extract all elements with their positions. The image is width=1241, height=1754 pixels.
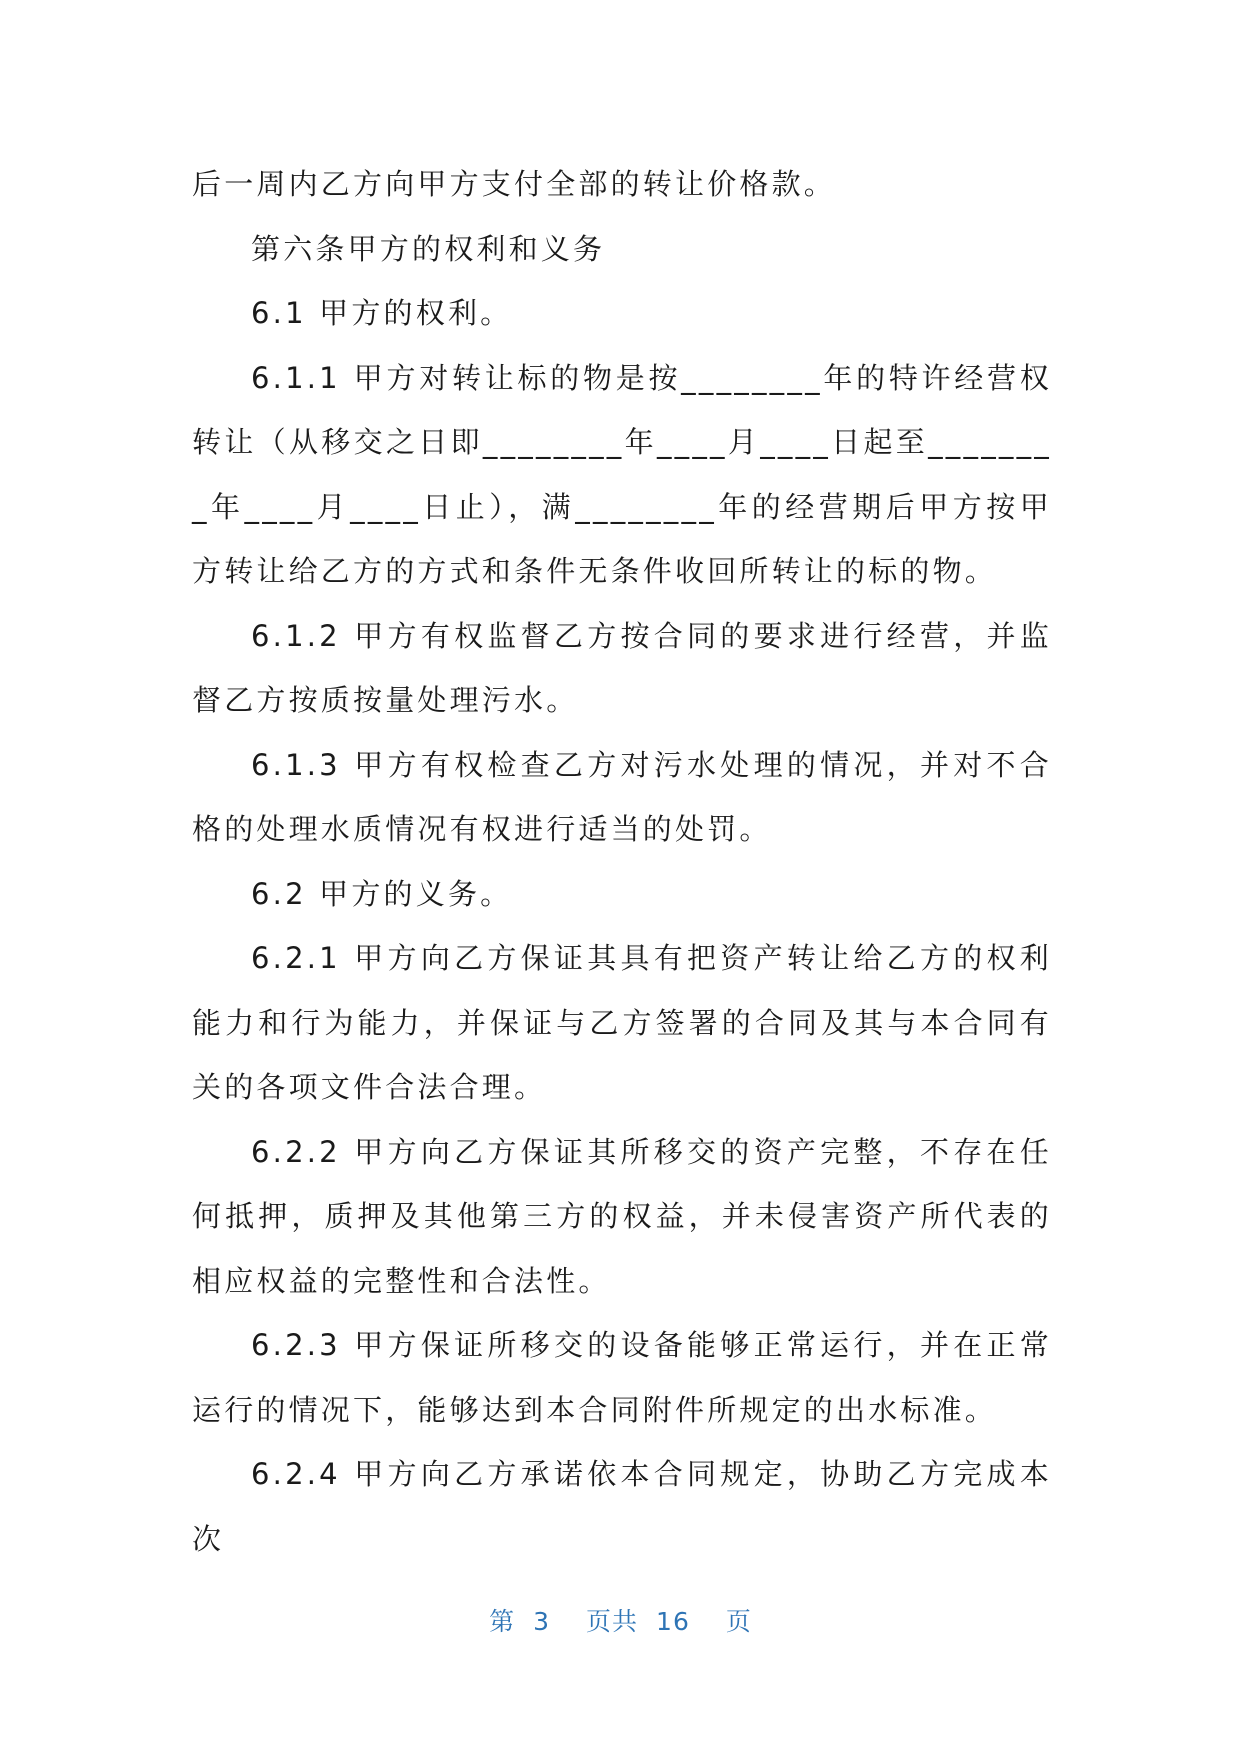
clause-6-2-4: 6.2.4 甲方向乙方承诺依本合同规定，协助乙方完成本次 bbox=[192, 1457, 1052, 1556]
clause-6-1-1: 6.1.1 甲方对转让标的物是按________年的特许经营权转让（从移交之日即________年____月____日起至________年____月____日止），满________年的经营期后甲方按甲方转让给乙方的方式和条件无条件收回所转让的标的物。 bbox=[192, 360, 1052, 588]
footer-prefix: 第 bbox=[489, 1607, 516, 1636]
clause-6-2-3: 6.2.3 甲方保证所移交的设备能够正常运行，并在正常运行的情况下，能够达到本合同附件所规定的出水标准。 bbox=[192, 1328, 1052, 1427]
footer-total-pages: 16 bbox=[656, 1607, 690, 1636]
clause-6-1-2: 6.1.2 甲方有权监督乙方按合同的要求进行经营，并监督乙方按质按量处理污水。 bbox=[192, 618, 1052, 717]
clause-6-1-3: 6.1.3 甲方有权检查乙方对污水处理的情况，并对不合格的处理水质情况有权进行适当的处罚。 bbox=[192, 747, 1052, 846]
section-6-2-heading: 6.2 甲方的义务。 bbox=[251, 876, 513, 911]
section-6-1-heading: 6.1 甲方的权利。 bbox=[251, 296, 513, 330]
clause-6-2-2: 6.2.2 甲方向乙方保证其所移交的资产完整，不存在任何抵押，质押及其他第三方的权益，并未侵害资产所代表的相应权益的完整性和合法性。 bbox=[192, 1134, 1052, 1298]
document-body bbox=[192, 152, 1052, 1571]
footer-suffix: 页 bbox=[725, 1607, 752, 1636]
article-six-heading: 第六条甲方的权利和义务 bbox=[251, 231, 606, 266]
footer-middle: 页共 bbox=[586, 1607, 639, 1636]
paragraph-payment-tail: 后一周内乙方向甲方支付全部的转让价格款。 bbox=[192, 167, 837, 201]
page-footer bbox=[0, 1602, 1241, 1638]
footer-current-page: 3 bbox=[533, 1607, 551, 1636]
clause-6-2-1: 6.2.1 甲方向乙方保证其具有把资产转让给乙方的权利能力和行为能力，并保证与乙方签署的合同及其与本合同有关的各项文件合法合理。 bbox=[192, 941, 1052, 1104]
